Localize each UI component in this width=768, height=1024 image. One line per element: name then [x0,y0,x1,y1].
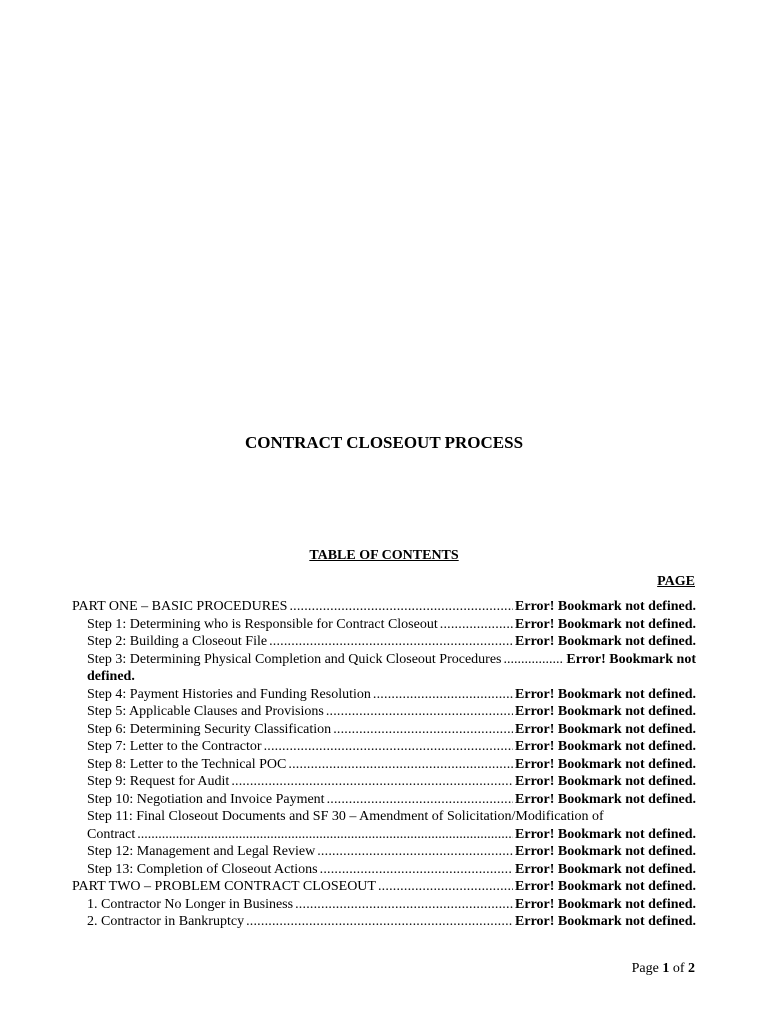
toc-entry-step-8[interactable] [72,756,696,774]
dot-leader [327,791,513,809]
toc-entry-step-9[interactable] [72,773,696,791]
toc-entry-label: Step 4: Payment Histories and Funding Resolution [87,686,371,702]
toc-entry-page-ref: Error! Bookmark not defined. [515,879,696,894]
toc-entry-page-ref: Error! Bookmark not defined. [515,721,696,737]
toc-entry-label: Step 8: Letter to the Technical POC [87,756,287,772]
toc-entry-page-ref: Error! Bookmark not defined. [515,634,696,649]
toc-entry-page-ref: Error! Bookmark not defined. [515,739,696,754]
dot-leader [246,913,513,931]
toc-entry-step-11[interactable] [72,808,696,843]
table-of-contents [72,598,696,931]
toc-entry-page-ref: Error! Bookmark not defined. [515,791,696,807]
toc-entry-label: Step 5: Applicable Clauses and Provisions [87,704,324,719]
toc-entry-label: PART TWO – PROBLEM CONTRACT CLOSEOUT [72,879,376,894]
toc-heading: TABLE OF CONTENTS [309,548,459,563]
toc-entry-contractor-in-bankruptcy[interactable] [72,913,696,931]
toc-entry-label: 1. Contractor No Longer in Business [87,896,294,912]
toc-entry-page-ref: Error! Bookmark not defined. [515,914,696,929]
toc-entry-page-ref: Error! Bookmark not defined. [515,599,696,614]
dot-leader [373,686,513,704]
toc-entry-contractor-no-longer-in-business[interactable] [72,896,696,914]
dot-leader [326,703,513,721]
toc-entry-part-two[interactable] [72,878,696,896]
toc-entry-step-5[interactable] [72,703,696,721]
toc-entry-page-ref: Error! Bookmark not defined. [515,774,696,789]
page-footer [632,960,695,978]
dot-leader [269,633,513,651]
toc-entry-step-3[interactable] [72,651,696,686]
dot-leader [440,616,513,634]
toc-entry-label: Step 7: Letter to the Contractor [87,739,262,754]
toc-entry-label: Step 9: Request for Audit [87,774,230,789]
toc-entry-label: Step 12: Management and Legal Review [87,844,316,859]
toc-entry-page-ref: Error! Bookmark not [566,651,696,667]
page-column-label: PAGE [657,574,695,589]
document-title: CONTRACT CLOSEOUT PROCESS [244,433,524,452]
toc-entry-label: Step 1: Determining who is Responsible for Contract Closeout [87,616,438,632]
toc-entry-label: Step 6: Determining Security Classification [87,721,332,737]
toc-entry-step-1[interactable] [72,616,696,634]
toc-entry-step-13[interactable] [72,861,696,879]
dot-leader [320,861,513,879]
toc-entry-step-12[interactable] [72,843,696,861]
toc-entry-page-ref-continued: defined. [87,669,135,684]
dot-leader [264,738,513,756]
toc-entry-step-2[interactable] [72,633,696,651]
toc-entry-page-ref: Error! Bookmark not defined. [515,844,696,859]
dot-leader [378,878,513,896]
toc-entry-step-4[interactable] [72,686,696,704]
dot-leader [289,598,513,616]
toc-entry-part-one[interactable] [72,598,696,616]
toc-entry-label: Step 13: Completion of Closeout Actions [87,861,318,877]
footer-current-page: 1 [662,961,670,976]
footer-total-pages: 2 [688,961,695,976]
dot-leader [333,721,513,739]
footer-page-word: Page [631,961,659,976]
toc-entry-step-7[interactable] [72,738,696,756]
toc-entry-page-ref: Error! Bookmark not defined. [515,861,696,877]
toc-entry-label: 2. Contractor in Bankruptcy [87,914,245,929]
dot-leader [288,756,513,774]
toc-entry-label-continued: Contract [87,826,136,842]
toc-entry-label: Step 11: Final Closeout Documents and SF 30 – Amendment of Solicitation/Modification of [87,809,604,824]
dot-leader [137,826,513,844]
toc-entry-page-ref: Error! Bookmark not defined. [515,756,696,772]
toc-entry-label: PART ONE – BASIC PROCEDURES [72,599,288,614]
toc-entry-page-ref: Error! Bookmark not defined. [515,896,696,912]
toc-entry-page-ref: Error! Bookmark not defined. [515,616,696,632]
toc-entry-page-ref: Error! Bookmark not defined. [515,686,696,702]
dot-leader [295,896,513,914]
toc-entry-page-ref: Error! Bookmark not defined. [515,704,696,719]
dot-leader [317,843,513,861]
toc-entry-step-10[interactable] [72,791,696,809]
footer-of-word: of [672,961,685,976]
toc-entry-page-ref: Error! Bookmark not defined. [515,826,696,842]
dot-leader [504,651,565,669]
toc-entry-step-6[interactable] [72,721,696,739]
toc-entry-label: Step 10: Negotiation and Invoice Payment [87,791,325,807]
dot-leader [231,773,513,791]
toc-entry-label: Step 3: Determining Physical Completion and Quick Closeout Procedures [87,651,502,667]
toc-entry-label: Step 2: Building a Closeout File [87,634,268,649]
